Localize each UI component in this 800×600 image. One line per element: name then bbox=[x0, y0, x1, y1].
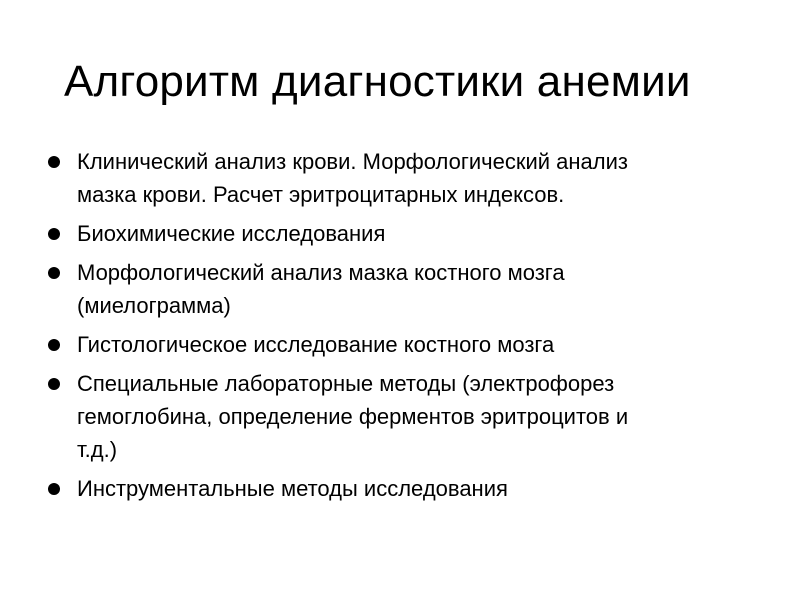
bullet-text bbox=[77, 367, 748, 466]
bullet-dot-icon bbox=[48, 378, 60, 390]
bullet-dot-icon bbox=[48, 156, 60, 168]
bullet-line: Морфологический анализ мазка костного мозга bbox=[77, 260, 565, 285]
bullet-text bbox=[77, 472, 748, 505]
bullet-line: Специальные лабораторные методы (электрофорез bbox=[77, 371, 615, 396]
bullet-item-blood-analysis bbox=[48, 145, 748, 211]
bullet-line: мазка крови. Расчет эритроцитарных индексов. bbox=[77, 182, 565, 207]
bullet-line: т.д.) bbox=[77, 437, 118, 462]
bullet-dot-icon bbox=[48, 339, 60, 351]
bullet-line: Клинический анализ крови. Морфологический анализ bbox=[77, 149, 629, 174]
bullet-text bbox=[77, 217, 748, 250]
bullet-line: (миелограмма) bbox=[77, 293, 231, 318]
bullet-item-biochemistry bbox=[48, 217, 748, 250]
bullet-item-bone-marrow-smear bbox=[48, 256, 748, 322]
bullet-dot-icon bbox=[48, 267, 60, 279]
bullet-text bbox=[77, 256, 748, 322]
bullet-item-special-lab-methods bbox=[48, 367, 748, 466]
bullet-item-instrumental-methods bbox=[48, 472, 748, 505]
bullet-line: Инструментальные методы исследования bbox=[77, 476, 508, 501]
bullet-list bbox=[48, 145, 748, 511]
bullet-dot-icon bbox=[48, 483, 60, 495]
bullet-text bbox=[77, 328, 748, 361]
bullet-item-histology bbox=[48, 328, 748, 361]
bullet-line: гемоглобина, определение ферментов эритроцитов и bbox=[77, 404, 629, 429]
bullet-line: Гистологическое исследование костного мозга bbox=[77, 332, 555, 357]
bullet-dot-icon bbox=[48, 228, 60, 240]
bullet-text bbox=[77, 145, 748, 211]
slide-title: Алгоритм диагностики анемии bbox=[64, 57, 691, 106]
bullet-line: Биохимические исследования bbox=[77, 221, 386, 246]
